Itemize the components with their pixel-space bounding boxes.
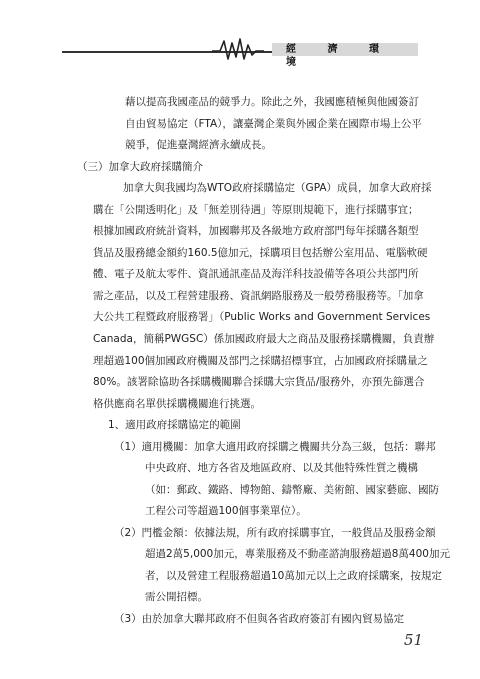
text-line: Canada，簡稱PWGSC）係加國政府最大之商品及服務採購機關，負責辦 bbox=[93, 333, 435, 345]
text-line: 80%。該署除協助各採購機關聯合採購大宗貨品/服務外，亦預先篩選合 bbox=[93, 376, 425, 388]
subsection-heading: 1、適用政府採購協定的範圍 bbox=[108, 419, 241, 431]
text-line: 體、電子及航太零件、資訊通訊產品及海洋科技設備等各項公共部門所 bbox=[93, 268, 419, 280]
header-section-title: 經 濟 環 境 bbox=[272, 43, 418, 56]
text-line: 工程公司等超過100個事業單位）。 bbox=[145, 505, 307, 517]
text-line: 購在「公開透明化」及「無差別待遇」等原則規範下，進行採購事宜； bbox=[93, 204, 419, 216]
page-number: 51 bbox=[404, 631, 424, 649]
text-line: 加拿大與我國均為WTO政府採購協定（GPA）成員，加拿大政府採 bbox=[123, 182, 432, 194]
text-line: 根據加國政府統計資料，加國聯邦及各級地方政府部門每年採購各類型 bbox=[93, 225, 419, 237]
text-line: 理超過100個加國政府機關及部門之採購招標事宜，占加國政府採購量之 bbox=[93, 355, 429, 367]
text-line: 需之產品，以及工程營建服務、資訊網路服務及一般勞務服務等。「加拿 bbox=[93, 290, 424, 302]
text-line: 超過2萬5,000加元，專業服務及不動產諮詢服務超過8萬400加元 bbox=[145, 548, 450, 560]
heartbeat-pulse-icon bbox=[212, 37, 264, 63]
text-line: 者，以及營建工程服務超過10萬加元以上之政府採購案，按規定 bbox=[145, 570, 442, 582]
text-line: 競爭，促進臺灣經濟永續成長。 bbox=[125, 139, 272, 151]
text-line: （3）由於加拿大聯邦政府不但與各省政府簽訂有國內貿易協定 bbox=[114, 613, 405, 625]
text-line: 需公開招標。 bbox=[145, 591, 208, 603]
text-line: 中央政府、地方各省及地區政府、以及其他特殊性質之機構 bbox=[145, 462, 418, 474]
section-heading: （三）加拿大政府採購簡介 bbox=[77, 161, 203, 173]
text-line: 格供應商名單供採購機關進行挑選。 bbox=[93, 398, 261, 410]
text-line: 貨品及服務總金額約160.5億加元，採購項目包括辦公室用品、電腦軟硬 bbox=[93, 247, 428, 259]
text-line: （如：郵政、鐵路、博物館、鑄幣廠、美術館、國家藝廊、國防 bbox=[145, 484, 439, 496]
text-line: 自由貿易協定（FTA），讓臺灣企業與外國企業在國際市場上公平 bbox=[125, 118, 422, 130]
text-line: 大公共工程暨政府服務署」（Public Works and Government Services bbox=[93, 311, 431, 323]
text-line: （2）門檻金額：依據法規，所有政府採購事宜，一般貨品及服務金額 bbox=[114, 527, 436, 539]
text-line: 藉以提高我國產品的競爭力。除此之外，我國應積極與他國簽訂 bbox=[125, 96, 419, 108]
text-line: （1）適用機關：加拿大適用政府採購之機關共分為三級，包括：聯邦 bbox=[114, 441, 436, 453]
